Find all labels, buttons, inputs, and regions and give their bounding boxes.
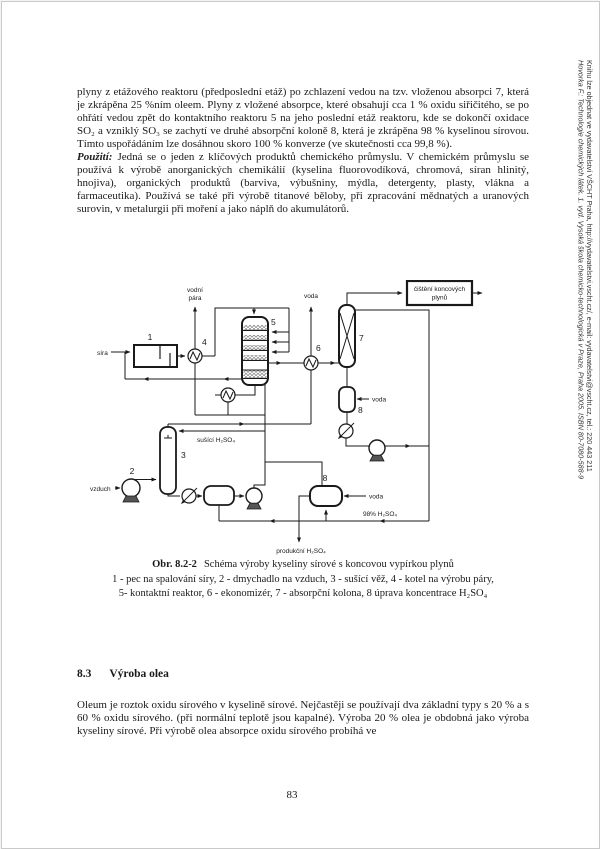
- num-8a: 8: [358, 405, 363, 415]
- acid-cooler-left: [182, 488, 198, 504]
- num-2: 2: [129, 466, 135, 476]
- body-text-bottom: [77, 699, 529, 738]
- concentration-vessel-8b: [310, 486, 342, 506]
- acid-tank: [204, 486, 234, 505]
- steam-boiler: [188, 349, 202, 363]
- paragraph-1-text: plyny z etážového reaktoru (předposlední etáž) po zchlazení vedou na tzv. vloženou absorpci 7, která je zkrápěna 25 %ním oleem. Plyny z vložené absorpce, které obsahují cca 1 % oxidu siřičitého, se po ohřátí vedou zpět do kontaktního reaktoru 5 na jeho poslední etáž reaktoru, kde se dokončí oxidace SO₂ a vzniklý SO₃ se zachytí ve druhé absorpční koloně 8, která je zkrápěna 98 % kyselinou sírovou. Tímto uspořádáním lze dosáhnou skoro 100 % konverze (ve skutečnosti cca 99,8 %).: [77, 86, 529, 150]
- process-flow-diagram: [80, 280, 525, 558]
- label-steam-line2: pára: [188, 295, 202, 302]
- gas-cleaning-label-line2: plynů: [431, 294, 448, 302]
- paragraph-continuation: [77, 86, 529, 151]
- imprint-citation: Hovorka F.: Technologie chemických látek. 1. vyd. Vysoká škola chemicko-technologická v Praze, Praha 2005. ISBN 80-7080-588-9: [576, 60, 586, 479]
- gas-heat-exchanger: [221, 388, 235, 402]
- caption-line-1: [62, 558, 544, 573]
- num-1: 1: [147, 332, 153, 342]
- paragraph-3: Oleum je roztok oxidu sírového v kyselině sírové. Nejčastěji se používají dva základní typy s 20 % a s 60 % oxidu sírového. (při normální teplotě jsou kapalné). Výroba 20 % olea je obdobná jako výroba kyseliny sírové. Při výrobě olea absorpce oxidu sírového probíhá ve: [77, 699, 529, 737]
- contact-reactor: [242, 317, 268, 385]
- label-sulfur: síra: [97, 350, 108, 357]
- label-acid-98: 98% H₂SO₄: [362, 511, 398, 518]
- label-steam-line1: vodní: [187, 287, 203, 294]
- caption-line-3: 5- kontaktní reaktor, 6 - ekonomizér, 7 - absorpční kolona, 8 úprava koncentrace H₂SO₄: [118, 588, 488, 599]
- num-6: 6: [316, 343, 321, 353]
- figure-caption: [62, 558, 544, 602]
- caption-title: Schéma výroby kyseliny sírové s koncovou vypírkou plynů: [203, 559, 454, 570]
- label-water-8b: voda: [369, 493, 384, 501]
- page-number: 83: [286, 789, 298, 801]
- section-title: Výroba olea: [109, 668, 169, 680]
- label-water-top: voda: [303, 293, 319, 300]
- section-heading: [77, 668, 529, 680]
- air-blower: [122, 479, 140, 502]
- concentration-vessel-8a: [339, 387, 355, 412]
- paragraph-2-text: Jedná se o jeden z klíčových produktů chemického průmyslu. V chemickém průmyslu se používá k výrobě anorganických chemikálií (kyselina fluorovodíková, chromová, síran hlinitý, hnojiva), organických produktů (barviva, výbušniny, mýdla, detergenty, plasty, vlákna a farmaceutika). Používá se také při výrobě titanové běloby, při zpracování mědnatých a uranových surovin, v metalurgii při moření a jako náplň do akumulátorů.: [77, 151, 529, 215]
- caption-label: Obr. 8.2-2: [152, 559, 197, 570]
- gas-cleaning-unit: [407, 281, 472, 305]
- economizer: [304, 356, 318, 370]
- num-8b: 8: [322, 473, 328, 483]
- absorber-pump: [369, 440, 385, 461]
- absorption-column: [339, 305, 355, 367]
- num-7: 7: [359, 333, 364, 343]
- sulfur-furnace: [134, 345, 177, 367]
- acid-cooler-right: [339, 423, 355, 439]
- caption-line-2: 1 - pec na spalování síry, 2 - dmychadlo na vzduch, 3 - sušící věž, 4 - kotel na výrobu páry,: [112, 573, 494, 585]
- label-product-acid: produkční H₂SO₄: [276, 548, 326, 555]
- num-4: 4: [202, 337, 207, 347]
- body-text-top: [77, 86, 529, 216]
- paragraph-2-lead: Použití:: [77, 151, 113, 163]
- document-page: [1, 1, 600, 849]
- num-5: 5: [271, 317, 276, 327]
- drying-tower: [160, 427, 176, 494]
- label-water-8a: voda: [372, 396, 387, 404]
- section-number: 8.3: [77, 668, 92, 680]
- drying-loop-pump: [246, 488, 262, 509]
- label-drying-acid: sušící H₂SO₄: [196, 437, 236, 444]
- label-air: vzduch: [90, 486, 111, 493]
- pipe-lines: [111, 293, 482, 542]
- imprint-ordering-info: Knihu lze objednat ve vydavatelství VŠCHT Praha, http://vydavatelstvi.vscht.cz/, e-mail: vydavatelstvi@vscht.cz, tel.: 220 443 211: [585, 60, 594, 472]
- sidebar-imprint: [576, 60, 593, 820]
- gas-cleaning-label-line1: čištění koncových: [413, 286, 466, 293]
- paragraph-pouziti: [77, 151, 529, 216]
- num-3: 3: [181, 450, 186, 460]
